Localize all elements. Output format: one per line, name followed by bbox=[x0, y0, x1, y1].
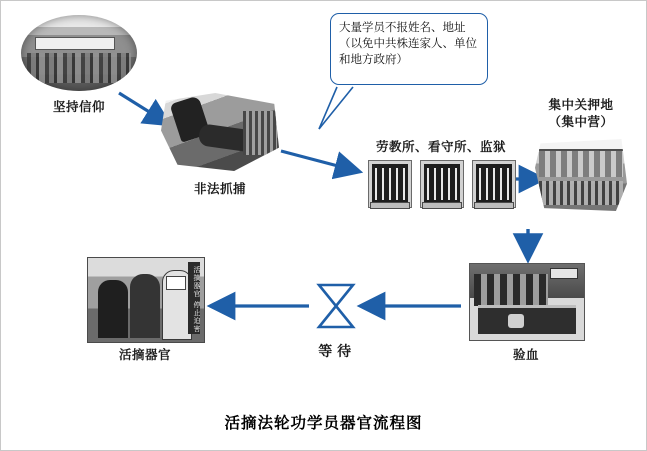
diagram-title: 活摘法轮功学员器官流程图 bbox=[224, 415, 423, 432]
caption-harvest: 活摘器官 bbox=[118, 348, 171, 362]
cell-bars bbox=[479, 168, 509, 200]
wall-sign bbox=[550, 268, 578, 279]
caption-faith: 坚持信仰 bbox=[52, 100, 105, 114]
camp-photo bbox=[535, 139, 627, 211]
callout-box bbox=[330, 13, 488, 85]
photo-banner bbox=[35, 37, 115, 50]
harvest-figure-left bbox=[98, 280, 128, 338]
caption-blood: 验血 bbox=[512, 348, 539, 362]
caption-camp-line2: （集中营） bbox=[548, 115, 614, 129]
prison-cell-icon bbox=[473, 161, 515, 207]
practitioners-photo bbox=[21, 15, 137, 91]
blood-test-photo bbox=[469, 263, 585, 341]
camp-buildings bbox=[539, 149, 623, 177]
photo-crowd bbox=[27, 53, 131, 83]
arrow-arrest-to-prisons bbox=[281, 151, 357, 171]
protest-banner: 活摘器官 停止迫害 bbox=[188, 262, 200, 334]
caption-prisons: 劳教所、看守所、监狱 bbox=[375, 140, 506, 154]
callout-pointer-2 bbox=[319, 87, 337, 129]
cell-bars bbox=[375, 168, 405, 200]
caption-camp-line1: 集中关押地 bbox=[548, 98, 614, 112]
camp-detainees bbox=[539, 181, 623, 205]
queue-of-people bbox=[474, 274, 548, 306]
cell-sill bbox=[474, 202, 514, 209]
cell-sill bbox=[422, 202, 462, 209]
cell-bars bbox=[427, 168, 457, 200]
organ-harvest-photo bbox=[87, 257, 205, 343]
arrest-crowd bbox=[243, 111, 277, 155]
callout-text: 大量学员不报姓名、地址（以免中共株连家人、单位和地方政府） bbox=[339, 22, 477, 66]
caption-arrest: 非法抓捕 bbox=[193, 182, 246, 196]
harvest-figure-middle bbox=[130, 274, 160, 338]
testing-desk bbox=[478, 305, 576, 334]
caption-wait: 等 待 bbox=[318, 343, 352, 359]
prison-cell-icon bbox=[421, 161, 463, 207]
callout-pointer bbox=[319, 87, 353, 129]
surgical-mask bbox=[166, 276, 186, 290]
cell-sill bbox=[370, 202, 410, 209]
arrest-photo bbox=[161, 93, 279, 171]
hourglass-icon bbox=[319, 285, 353, 327]
prison-cell-icon bbox=[369, 161, 411, 207]
